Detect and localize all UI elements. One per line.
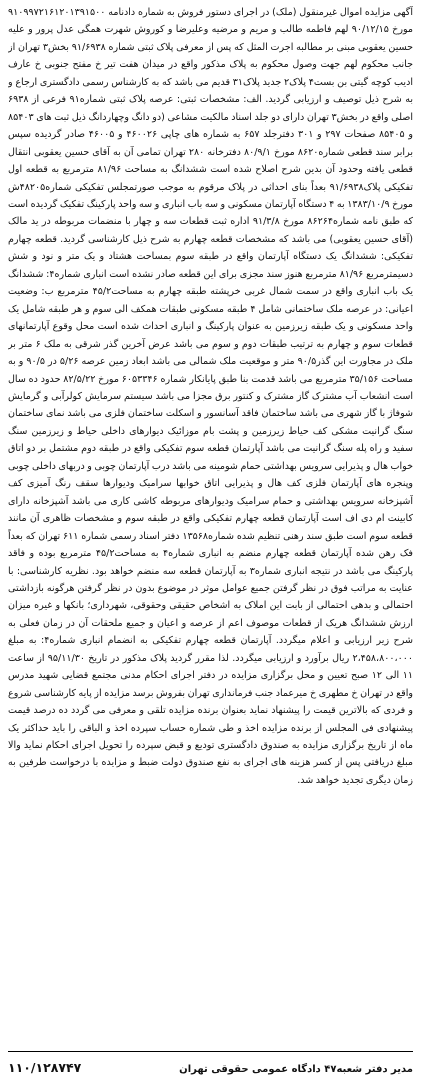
notice-body-text: آگهی مزایده اموال غیرمنقول (ملک) در اجرای دستور فروش به شماره دادنامه ۹۱۰۹۹۷۲۱۶۱۲۰۱۳۹۱۵۰۰ مورخ ۹۰/۱۲/۱۵ لهم فاطمه طالب و مریم و مرضیه وعلیرضا و کوروش شهرت همگی عدل پرور و علیه حسین یعقوبی مبنی بر مطالبه اجرت المثل که پس از معرفی پلاک ثبتی شماره ۹۱/۶۹۳۸ بخش۳ تهران از جانب محکوم لهم جهت وصول محکوم به پلاک مذکور واقع در میدان هفت تیر خ مفتح جنوبی خ عارف ادیب کوچه گیتی بن بست۴ پلاک۲ جدید پلاک۳۱ قدیم می باشد که به کارشناس رسمی دادگستری ارجاع و به شرح ذیل توصیف و ارزیابی گردید. الف: مشخصات ثبتی: عرصه پلاک ثبتی شماره۹۱ فرعی از ۶۹۳۸ اصلی واقع در بخش۳ تهران دارای دو جلد اسناد مالکیت مشاعی (دو دانگ وچهاردانگ ذیل ثبت های ۸۵۴۰۳ و ۸۵۴۰۵ صفحات ۲۹۷ و ۳۰۱ دفترجلد ۶۵۷ به شماره های چاپی ۴۶۰۰۲۶ و ۴۶۰۰۵ صادر گردیده سپس برابر سند قطعی شماره۸۶۲۰ مورخ ۸۰/۹/۱ دفترخانه ۲۸۰ تهران تمامی آن به آقای حسین یعقوبی انتقال قطعی یافته وحدود آن بدین شرح اصلاح شده است ششدانگ به مساحت ۸۱/۹۶ مترمربع به قطعه اول تفکیکی پلاک۹۱/۶۹۳۸ بعداً بنای احداثی در پلاک مرقوم به موجب صورتمجلس تفکیکی شماره۴۸۲۰۵ش مورخ ۱۳۸۳/۱۰/۹ به ۴ دستگاه آپارتمان مسکونی و سه باب انباری و سه واحد پارکینگ تفکیک گردیده است که طبق نامه شماره۸۶۲۶۴ مورخ ۹۱/۳/۸ اداره ثبت قطعات سه و چهار با منضمات مربوطه در ید مالک (آقای حسین یعقوبی) می باشد که مشخصات قطعه چهارم به شرح ذیل کارشناسی گردید. قطعه چهارم تفکیکی: ششدانگ یک دستگاه آپارتمان واقع در طبقه سوم بمساحت هشتاد و یک متر و نود و شش دسیمترمربع ۸۱/۹۶ مترمربع هنوز سند مجزی برای این قطعه صادر نشده است انباری شماره۴: ششدانگ یک باب انباری واقع در سمت شمال غربی خرپشته طبقه چهارم به مساحت۴۵/۲ مترمربع ب: وضعیت اعیانی: در عرصه ملک ساختمانی شامل ۴ طبقه مسکونی طبقات همکف الی سوم و هر طبقه شامل یک واحد مسکونی و یک طبقه زیرزمین به عنوان پارکینگ و انباری احداث شده است محل وقوع آپارتمانهای قطعات سوم و چهارم به ترتیب طبقات دوم و سوم می باشد عرض آخرین گذر شرقی به ملک ۶ متر بر ملک در مجاورت این گذر۹۰/۵ متر و موقعیت ملک شمالی می باشد ابعاد زمین عرصه ۵/۲۶ در ۹۰/۵ و به مساحت ۳۵/۱۵۶ مترمربع می باشد قدمت بنا طبق پایانکار شماره ۶۰۵۳۳۴۶ مورخ ۸۲/۵/۲۲ حدود ده سال است انشعاب آب مشترک گاز مشترک و کنتور برق مجزا می باشد سیستم سرمایش کولرآبی و گرمایش شوفاژ با گاز شهری می باشد ساختمان فاقد آسانسور و اسکلت ساختمان فلزی می باشد نمای ساختمان سنگ گرانیت مشکی کف حیاط زیرزمین و پشت بام موزائیک دیوارهای داخلی حیاط و زیرزمین سنگ سفید و راه پله سنگ گرانیت می باشد آپارتمان قطعه سوم تفکیکی واقع در طبقه دوم مشتمل بر دو اتاق خواب هال و پذیرایی سرویس بهداشتی حمام شومینه می باشد درب آپارتمان چوبی و دربهای داخلی چوبی وپنجره های آپارتمان فلزی کف هال و پذیرایی اتاق خوابها سرامیک ودیوارها سقف رنگ آمیزی کف آشپزخانه سرویس بهداشتی و حمام سرامیک ودیوارهای مربوطه کاشی کاری می باشد آشپزخانه دارای کابینت ام دی اف است آپارتمان قطعه چهارم تفکیکی واقع در طبقه سوم و مشخصات ظاهری آن مانند قطعه سوم است طبق سند رهنی تنظیم شده شماره۱۳۵۶۸ دفتر اسناد رسمی شماره ۶۱۱ تهران که بعداً فک رهن شده آپارتمان قطعه چهارم منضم به انباری شماره۴ به مساحت۴۵/۲ مترمربع بوده و فاقد پارکینگ می باشد در نتیجه انباری شماره۳ به آپارتمان قطعه سه منضم خواهد بود. نظریه کارشناسی: با عنایت به مراتب فوق در نظر گرفتن جمیع عوامل موثر در موضوع بدون در نظر گرفتن هرگونه بازداشتی احتمالی و بدهی احتمالی از بابت این املاک به اشخاص حقیقی وحقوقی، شهرداری؛ بانکها و غیره میزان ارزش ششدانگ هریک از قطعات موصوف اعم از عرصه و اعیان و جمیع ملحقات آن در زمان فعلی به شرح زیر ارزیابی و اعلام میگردد. آپارتمان قطعه چهارم تفکیکی به انضمام انباری شماره۴: به مبلغ ۲،۴۵۸،۸۰۰،۰۰۰ ریال برآورد و ارزیابی میگردد. لذا مقرر گردید پلاک مذکور در تاریخ ۹۵/۱۱/۳۰ از ساعت ۱۱ الی ۱۲ صبح تعیین و محل برگزاری مزایده در دفتر اجرای احکام مدنی مجتمع قضایی شهید مدرس واقع در تهران خ مطهری خ میرعماد جنب فرمانداری تهران بفروش برسد مزایده از پایه کارشناسی شروع و فردی که بالاترین قیمت را پیشنهاد نماید بعنوان برنده مزایده تلقی و معرفی می گردد ده درصد قیمت پیشنهادی فی المجلس از برنده مزایده اخذ و طی شماره حساب سپرده اخذ و الباقی را باید حداکثر یک ماه از تاریخ برگزاری مزایده به صندوق دادگستری تودیع و قبض سپرده را تحویل اجرای احکام نماید والا مبلغ دریافتی پس از کسر هزینه های اجرای به نفع صندوق دولت ضبط و مزایده با درخواست طرفین به زمان دیگری تجدید خواهد شد. xyxy=(8,7,413,786)
notice-number: ۱۱۰/۱۲۸۷۴۷ xyxy=(8,1060,82,1075)
issuing-authority: مدیر دفتر شعبه۴۷ دادگاه عمومی حقوقی تهران xyxy=(179,1064,413,1075)
notice-footer xyxy=(8,1051,413,1075)
